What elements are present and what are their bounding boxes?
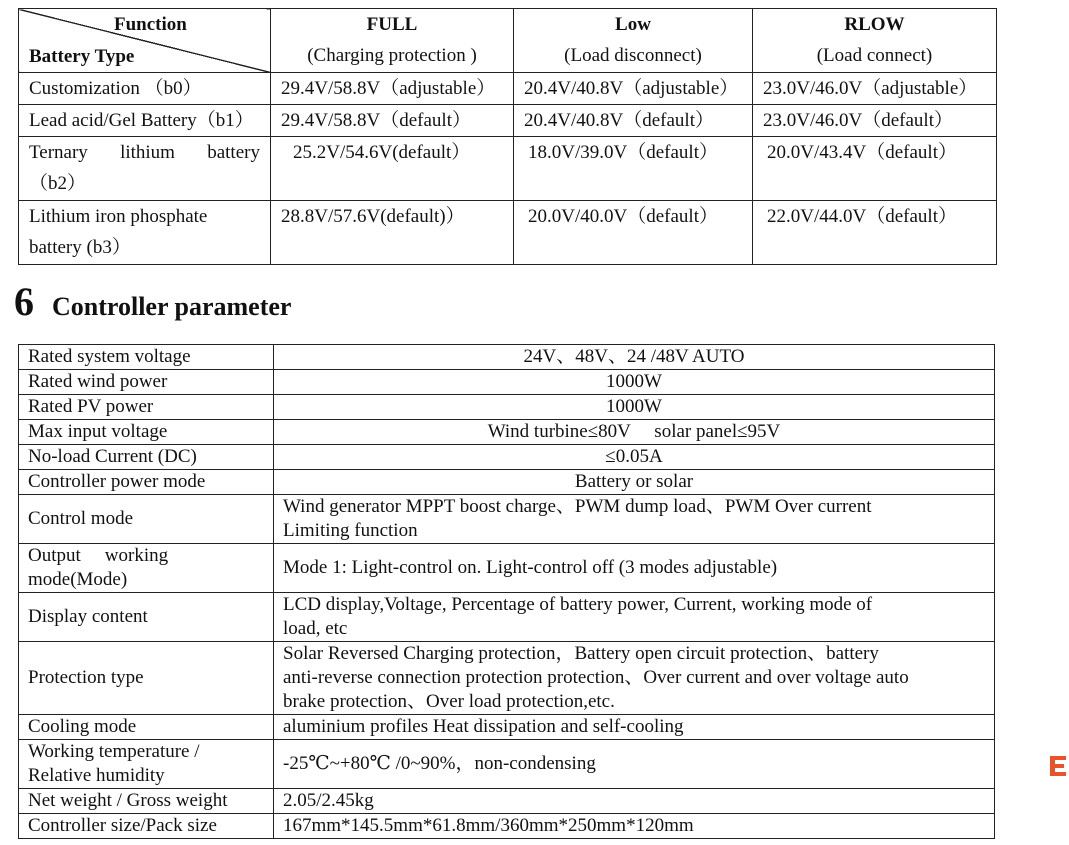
battery-name [19,137,271,201]
param-row [19,370,995,395]
low-value: 20.4V/40.8V（default） [514,105,753,137]
battery-name: Customization （b0） [19,73,271,105]
rlow-subtitle: (Load connect) [816,45,933,66]
rlow-value: 23.0V/46.0V（adjustable） [753,73,997,105]
battery-type-header: Battery Type [29,46,135,67]
param-row [19,544,995,593]
rlow-column-header [753,9,997,73]
param-row [19,420,995,445]
full-subtitle: (Charging protection ) [307,45,477,66]
param-row [19,593,995,642]
value-line: Wind generator MPPT boost charge、PWM dump load、PWM Over current [283,496,872,517]
full-value: 28.8V/57.6V(default)） [271,201,514,265]
param-label: Protection type [19,642,274,715]
battery-name-line: Lithium iron phosphate [29,206,208,227]
low-value: 18.0V/39.0V（default） [514,137,753,201]
param-row [19,715,995,740]
param-value: Battery or solar [274,470,995,495]
corner-header-cell [19,9,271,73]
value-line: LCD display,Voltage, Percentage of battery power, Current, working mode of [283,594,873,615]
battery-name: Lead acid/Gel Battery（b1） [19,105,271,137]
param-label: Rated system voltage [19,345,274,370]
full-value: 29.4V/58.8V（default） [271,105,514,137]
param-row [19,495,995,544]
param-row [19,345,995,370]
param-row [19,445,995,470]
value-line: Solar Reversed Charging protection，Battery open circuit protection、battery [283,643,879,664]
battery-name-line: battery (b3） [29,237,131,258]
param-row [19,814,995,839]
name-word: Ternary [29,142,88,163]
full-column-header [271,9,514,73]
battery-name [19,201,271,265]
param-value: ≤0.05A [274,445,995,470]
function-header: Function [114,14,187,35]
param-value: Mode 1: Light-control on. Light-control off (3 modes adjustable) [274,544,995,593]
rlow-title: RLOW [844,14,905,35]
full-value: 25.2V/54.6V(default） [271,137,514,201]
param-row [19,395,995,420]
param-row [19,470,995,495]
section-number: 6 [14,279,34,324]
brand-logo-shape [1050,756,1066,776]
param-label: Display content [19,593,274,642]
value-line: anti-reverse connection protection protection、Over current and over voltage auto [283,667,909,688]
rlow-value: 22.0V/44.0V（default） [753,201,997,265]
param-row [19,642,995,715]
low-value: 20.4V/40.8V（adjustable） [514,73,753,105]
full-value: 29.4V/58.8V（adjustable） [271,73,514,105]
section-heading [14,278,291,326]
name-word: battery [207,142,260,163]
param-label: Controller size/Pack size [19,814,274,839]
param-label: Control mode [19,495,274,544]
full-title: FULL [366,14,418,35]
battery-row [19,73,997,105]
section-title: Controller parameter [52,292,292,321]
battery-row [19,137,997,201]
param-value: Wind turbine≤80V solar panel≤95V [274,420,995,445]
param-value: 1000W [274,395,995,420]
param-label: Max input voltage [19,420,274,445]
rlow-value: 23.0V/46.0V（default） [753,105,997,137]
label-line: Working temperature / [28,741,200,762]
param-row [19,789,995,814]
name-word: lithium [120,142,175,163]
low-value: 20.0V/40.0V（default） [514,201,753,265]
param-value: -25℃~+80℃ /0~90%，non-condensing [274,740,995,789]
param-value [274,593,995,642]
param-value: aluminium profiles Heat dissipation and self-cooling [274,715,995,740]
rlow-value: 20.0V/43.4V（default） [753,137,997,201]
label-word: Output [28,545,81,566]
param-value: 167mm*145.5mm*61.8mm/360mm*250mm*120mm [274,814,995,839]
param-value [274,495,995,544]
low-column-header [514,9,753,73]
param-value [274,642,995,715]
param-row [19,740,995,789]
battery-name-line: （b2） [29,173,87,194]
low-subtitle: (Load disconnect) [564,45,702,66]
param-label: Rated PV power [19,395,274,420]
param-value: 1000W [274,370,995,395]
low-title: Low [615,14,651,35]
param-label: Controller power mode [19,470,274,495]
battery-row [19,105,997,137]
label-line: mode(Mode) [28,569,128,590]
param-value: 24V、48V、24 /48V AUTO [274,345,995,370]
param-label: Net weight / Gross weight [19,789,274,814]
param-label: Rated wind power [19,370,274,395]
battery-type-table [18,8,997,265]
param-label [19,544,274,593]
value-line: load, etc [283,618,348,639]
battery-row [19,201,997,265]
label-word: working [104,545,169,566]
label-line: Relative humidity [28,765,165,786]
param-label [19,740,274,789]
controller-parameter-table [18,344,995,839]
param-label: Cooling mode [19,715,274,740]
label-line [28,544,264,568]
battery-name-line [29,137,260,168]
brand-logo-icon [1047,752,1069,780]
param-label: No-load Current (DC) [19,445,274,470]
battery-header-row [19,9,997,73]
value-line: Limiting function [283,520,418,541]
value-line: brake protection、Over load protection,etc. [283,691,615,712]
param-value: 2.05/2.45kg [274,789,995,814]
